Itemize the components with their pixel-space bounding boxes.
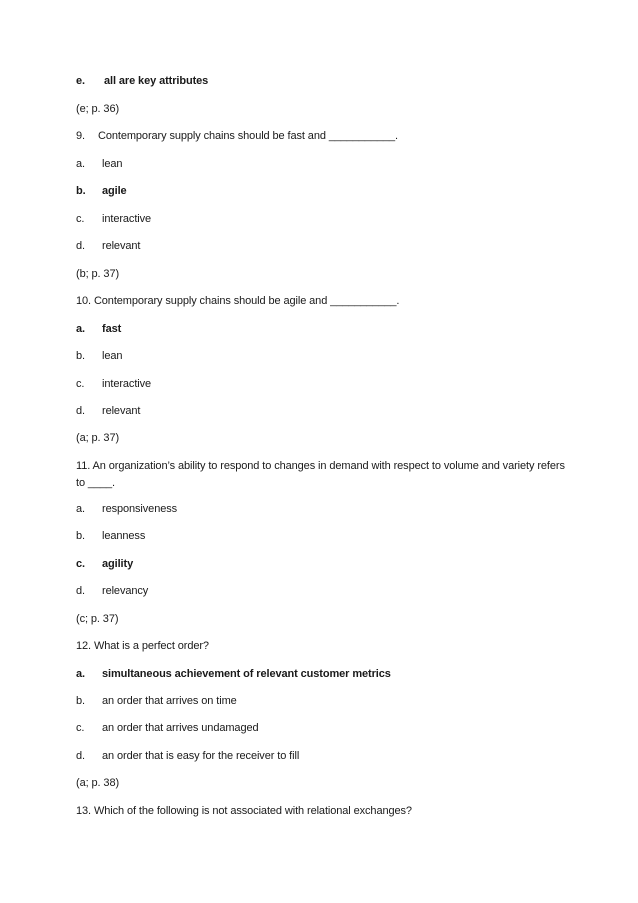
answer-option-d	[76, 584, 148, 598]
answer-option-c	[76, 212, 151, 226]
option-label: b.	[76, 695, 85, 707]
answer-key: (b; p. 37)	[76, 268, 120, 280]
option-text: agility	[102, 558, 134, 570]
option-text: relevant	[102, 240, 141, 252]
answer-option-a	[76, 157, 122, 171]
option-text: relevancy	[102, 585, 149, 597]
question-number: 9.	[76, 130, 85, 142]
option-label: c.	[76, 378, 85, 390]
answer-option-a	[76, 322, 121, 336]
answer-key: (c; p. 37)	[76, 613, 119, 625]
option-label: d.	[76, 750, 85, 762]
option-text: lean	[102, 350, 123, 362]
question-13: 13. Which of the following is not associated with relational exchanges?	[76, 805, 412, 817]
answer-key: (a; p. 38)	[76, 777, 120, 789]
answer-key: (a; p. 37)	[76, 432, 120, 444]
option-label: d.	[76, 585, 85, 597]
option-label: a.	[76, 668, 85, 680]
option-label: a.	[76, 158, 85, 170]
option-text: leanness	[102, 530, 146, 542]
answer-option-d	[76, 749, 299, 763]
answer-key: (e; p. 36)	[76, 103, 120, 115]
option-text: interactive	[102, 378, 152, 390]
option-text: an order that is easy for the receiver to fill	[102, 750, 300, 762]
question-11: 11. An organization’s ability to respond to changes in demand with respect to volume and variety refers to ____.	[76, 460, 565, 489]
option-label: b.	[76, 350, 85, 362]
option-text: responsiveness	[102, 503, 178, 515]
option-text: an order that arrives on time	[102, 695, 237, 707]
question-10: 10. Contemporary supply chains should be agile and ___________.	[76, 295, 400, 307]
option-text: lean	[102, 158, 123, 170]
option-label: e.	[76, 75, 85, 87]
option-text: simultaneous achievement of relevant customer metrics	[102, 668, 391, 680]
answer-option-d	[76, 404, 140, 418]
option-text: fast	[102, 323, 122, 335]
answer-option-c	[76, 377, 151, 391]
option-text: an order that arrives undamaged	[102, 722, 259, 734]
option-label: c.	[76, 558, 85, 570]
option-label: b.	[76, 530, 85, 542]
option-label: c.	[76, 213, 85, 225]
option-label: c.	[76, 722, 85, 734]
question-12: 12. What is a perfect order?	[76, 640, 209, 652]
option-label: a.	[76, 503, 85, 515]
answer-option-c	[76, 721, 259, 735]
question-9	[76, 129, 398, 143]
answer-option-b	[76, 349, 122, 363]
answer-option-b	[76, 694, 237, 708]
answer-option-d	[76, 239, 140, 253]
option-label: d.	[76, 405, 85, 417]
answer-option-a	[76, 502, 177, 516]
answer-option-b	[76, 184, 127, 198]
option-label: b.	[76, 185, 86, 197]
answer-option-e	[76, 74, 208, 88]
option-text: all are key attributes	[104, 75, 209, 87]
answer-option-c	[76, 557, 133, 571]
option-text: interactive	[102, 213, 152, 225]
option-text: relevant	[102, 405, 141, 417]
answer-option-b	[76, 529, 145, 543]
option-label: a.	[76, 323, 85, 335]
option-label: d.	[76, 240, 85, 252]
option-text: agile	[102, 185, 127, 197]
answer-option-a	[76, 667, 391, 681]
question-text: Contemporary supply chains should be fast and ___________.	[98, 130, 398, 142]
